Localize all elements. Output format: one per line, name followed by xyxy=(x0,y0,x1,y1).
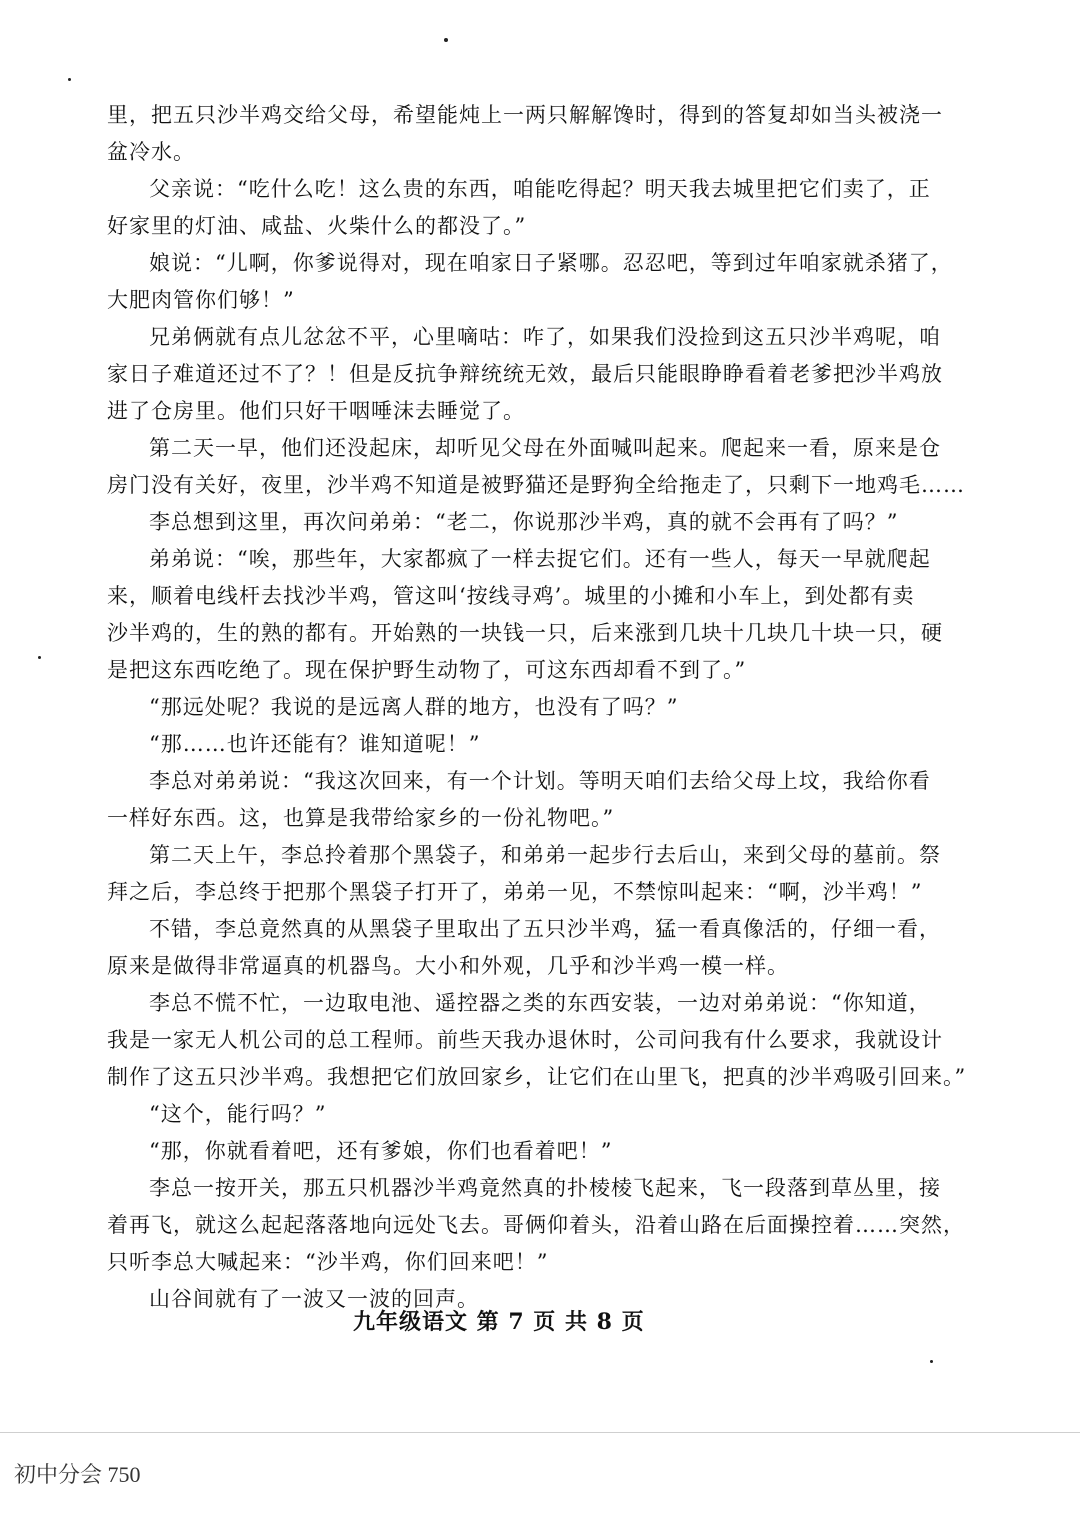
page-footer: 九年级语文 第 7 页 共 8 页 xyxy=(353,1309,645,1335)
text-line: 我是一家无人机公司的总工程师。前些天我办退休时，公司问我有什么要求，我就设计 xyxy=(107,1028,943,1052)
text-line: 第二天一早，他们还没起床，却听见父母在外面喊叫起来。爬起来一看，原来是仓 xyxy=(149,436,941,460)
text-line: 不错，李总竟然真的从黑袋子里取出了五只沙半鸡，猛一看真像活的，仔细一看， xyxy=(149,917,941,941)
text-line: 父亲说：“吃什么吃！这么贵的东西，咱能吃得起？明天我去城里把它们卖了，正 xyxy=(149,177,931,201)
text-line: 来，顺着电线杆去找沙半鸡，管这叫‘按线寻鸡’。城里的小摊和小车上，到处都有卖 xyxy=(107,584,915,608)
text-line: “这个，能行吗？” xyxy=(149,1102,327,1126)
scan-speck xyxy=(930,1360,933,1363)
text-line: 里，把五只沙半鸡交给父母，希望能炖上一两只解解馋时，得到的答复却如当头被浇一 xyxy=(107,103,943,127)
scan-speck xyxy=(444,38,448,42)
text-line: “那远处呢？我说的是远离人群的地方，也没有了吗？” xyxy=(149,695,679,719)
text-line: 家日子难道还过不了？！但是反抗争辩统统无效，最后只能眼睁睁看着老爹把沙半鸡放 xyxy=(107,362,943,386)
text-line: 李总想到这里，再次问弟弟：“老二，你说那沙半鸡，真的就不会再有了吗？” xyxy=(149,510,899,534)
text-line: 第二天上午，李总拎着那个黑袋子，和弟弟一起步行去后山，来到父母的墓前。祭 xyxy=(149,843,941,867)
text-line: 着再飞，就这么起起落落地向远处飞去。哥俩仰着头，沿着山路在后面操控着……突然， xyxy=(107,1213,965,1237)
text-line: 制作了这五只沙半鸡。我想把它们放回家乡，让它们在山里飞，把真的沙半鸡吸引回来。” xyxy=(107,1065,967,1089)
text-line: “那……也许还能有？谁知道呢！” xyxy=(149,732,481,756)
text-line: 拜之后，李总终于把那个黑袋子打开了，弟弟一见，不禁惊叫起来：“啊，沙半鸡！” xyxy=(107,880,923,904)
text-line: 房门没有关好，夜里，沙半鸡不知道是被野猫还是野狗全给拖走了，只剩下一地鸡毛…… xyxy=(107,473,965,497)
text-line: 兄弟俩就有点儿忿忿不平，心里嘀咕：咋了，如果我们没捡到这五只沙半鸡呢，咱 xyxy=(149,325,941,349)
text-line: 盆冷水。 xyxy=(107,140,195,164)
text-line: 李总不慌不忙，一边取电池、遥控器之类的东西安装，一边对弟弟说：“你知道， xyxy=(149,991,931,1015)
scan-speck xyxy=(68,78,71,81)
text-line: 山谷间就有了一波又一波的回声。 xyxy=(149,1287,479,1311)
text-line: 沙半鸡的，生的熟的都有。开始熟的一块钱一只，后来涨到几块十几块几十块一只，硬 xyxy=(107,621,943,645)
scan-speck xyxy=(38,656,41,659)
text-line: 大肥肉管你们够！” xyxy=(107,288,295,312)
watermark: 初中分会 750 xyxy=(14,1462,141,1487)
text-line: 原来是做得非常逼真的机器鸟。大小和外观，几乎和沙半鸡一模一样。 xyxy=(107,954,789,978)
text-line: 李总一按开关，那五只机器沙半鸡竟然真的扑棱棱飞起来，飞一段落到草丛里，接 xyxy=(149,1176,941,1200)
text-line: “那，你就看着吧，还有爹娘，你们也看着吧！” xyxy=(149,1139,613,1163)
text-line: 好家里的灯油、咸盐、火柴什么的都没了。” xyxy=(107,214,527,238)
page-divider xyxy=(0,1432,1080,1433)
text-line: 进了仓房里。他们只好干咽唾沫去睡觉了。 xyxy=(107,399,525,423)
text-line: 只听李总大喊起来：“沙半鸡，你们回来吧！” xyxy=(107,1250,549,1274)
text-line: 李总对弟弟说：“我这次回来，有一个计划。等明天咱们去给父母上坟，我给你看 xyxy=(149,769,931,793)
text-line: 弟弟说：“唉，那些年，大家都疯了一样去捉它们。还有一些人，每天一早就爬起 xyxy=(149,547,931,571)
text-line: 是把这东西吃绝了。现在保护野生动物了，可这东西却看不到了。” xyxy=(107,658,747,682)
text-line: 娘说：“儿啊，你爹说得对，现在咱家日子紧哪。忍忍吧，等到过年咱家就杀猪了， xyxy=(149,251,953,275)
text-line: 一样好东西。这，也算是我带给家乡的一份礼物吧。” xyxy=(107,806,615,830)
